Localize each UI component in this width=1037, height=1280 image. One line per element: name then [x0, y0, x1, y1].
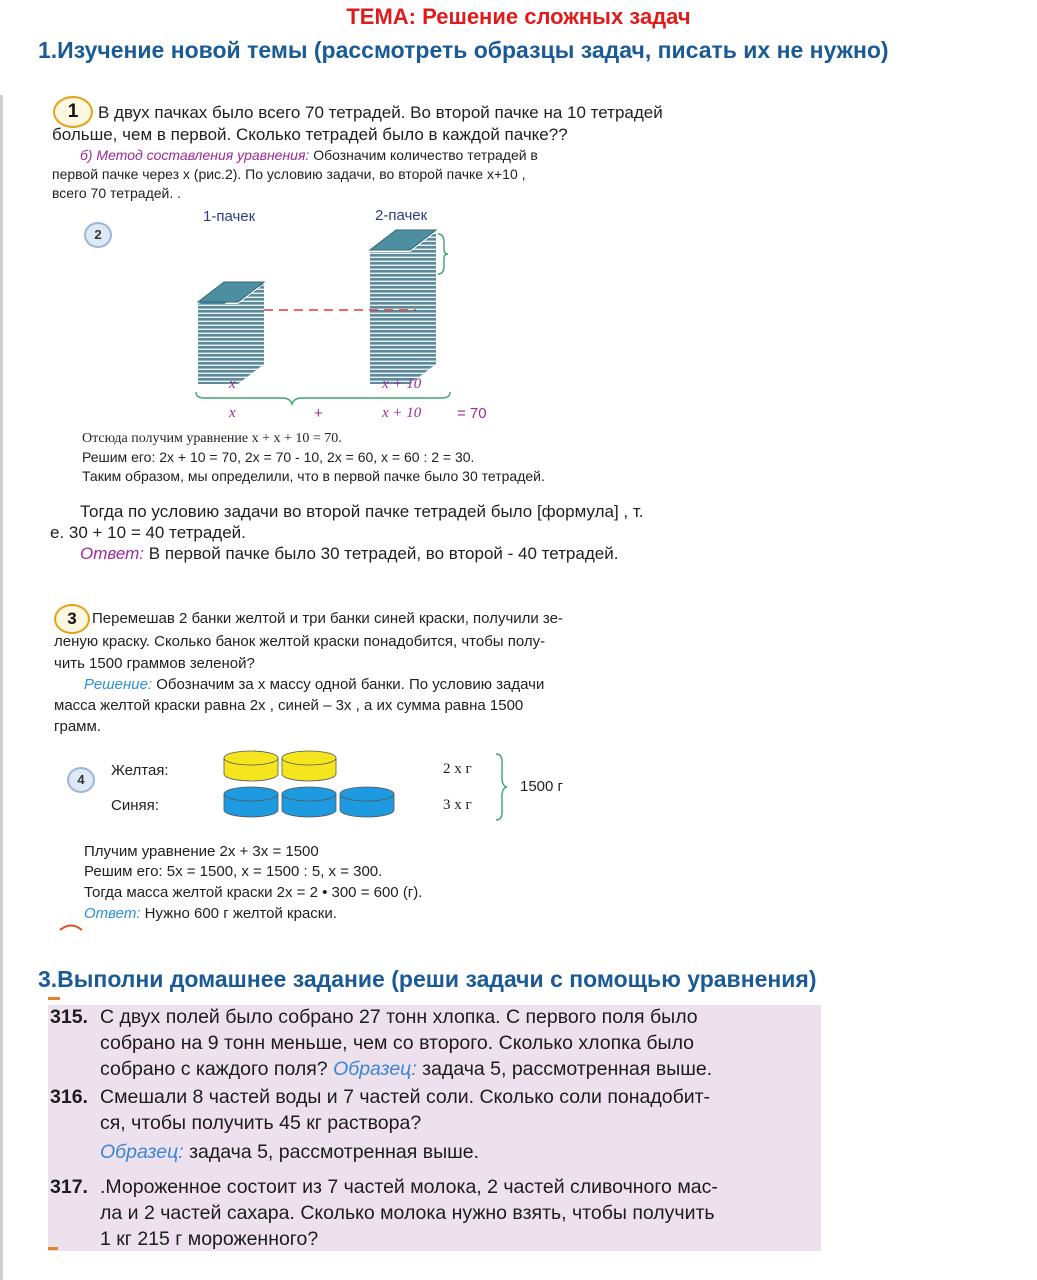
- sample-text-315: задача 5, рассмотренная выше.: [416, 1058, 713, 1080]
- blue-can: [282, 787, 336, 817]
- total-brace: [494, 752, 508, 822]
- problem-1-line-2: больше, чем в первой. Сколько тетрадей было в каждой пачке??: [52, 125, 568, 144]
- problem-3-eq-line-1: Плучим уравнение 2x + 3x = 1500: [84, 843, 319, 860]
- problem-317-number: 317.: [50, 1176, 88, 1198]
- problem-1-solution-line-1: Отсюда получим уравнение x + x + 10 = 70.: [82, 431, 342, 446]
- problem-3-line-2: леную краску. Сколько банок желтой краски понадобится, чтобы полу-: [54, 633, 546, 650]
- equation-x: x: [229, 405, 236, 421]
- problem-3-line-3: чить 1500 граммов зеленой?: [54, 655, 255, 672]
- problem-1-line-1: В двух пачках было всего 70 тетрадей. Во второй пачке на 10 тетрадей: [98, 103, 663, 122]
- problem-3-solution-line-1: [84, 674, 544, 695]
- label-x10-under-stack-2: x + 10: [382, 376, 422, 392]
- blue-cans: [224, 787, 394, 817]
- orange-tick-top: [48, 997, 60, 1000]
- notebook-stack-2: [370, 230, 436, 384]
- pack-1-label: 1-пачек: [203, 208, 256, 225]
- problem-317-line-3: 1 кг 215 г мороженного?: [100, 1228, 319, 1250]
- total-mass: 1500 г: [520, 778, 564, 795]
- problem-1-then-line-2: е. 30 + 10 = 40 тетрадей.: [50, 523, 246, 542]
- yellow-cans: [224, 751, 336, 781]
- brace-left: [196, 392, 302, 404]
- section-3-heading: 3.Выполни домашнее задание (реши задачи с помощью уравнения): [38, 966, 817, 992]
- section-1-heading: 1.Изучение новой темы (рассмотреть образцы задач, писать их не нужно): [38, 37, 889, 63]
- difference-brace: [438, 234, 448, 274]
- problem-316-line-2: ся, чтобы получить 45 кг раствора?: [100, 1112, 422, 1134]
- yellow-can: [224, 751, 278, 781]
- problem-1-method-line-2: первой пачке через x (рис.2). По условию задачи, во второй пачке x+10 ,: [52, 166, 526, 182]
- method-text: Обозначим количество тетрадей в: [309, 147, 538, 163]
- blue-mass: 3 x г: [443, 797, 472, 813]
- problem-3-badge: 3: [54, 604, 90, 634]
- yellow-label: Желтая:: [111, 762, 169, 779]
- problem-317-line-1: .Мороженное состоит из 7 частей молока, 2 частей сливочного мас-: [100, 1176, 718, 1198]
- problem-3-eq-line-2: Решим его: 5x = 1500, x = 1500 : 5, x = 300.: [84, 863, 383, 880]
- yellow-can: [282, 751, 336, 781]
- problem-316-line-3: [100, 1139, 479, 1165]
- figure-4-badge: 4: [67, 767, 95, 793]
- problem-3-line-1: Перемешав 2 банки желтой и три банки синей краски, получили зе-: [92, 610, 563, 627]
- yellow-mass: 2 x г: [443, 761, 472, 777]
- problem-1-answer: [80, 543, 618, 565]
- page-edge-line: [0, 95, 3, 1280]
- problem-315-line-2: собрано на 9 тонн меньше, чем со второго. Сколько хлопка было: [100, 1032, 695, 1054]
- answer-text: В первой пачке было 30 тетрадей, во второй - 40 тетрадей.: [144, 544, 619, 563]
- blue-can: [224, 787, 278, 817]
- sample-label-315: Образец:: [333, 1058, 417, 1080]
- label-x-under-stack-1: x: [229, 376, 236, 392]
- notebook-stack-1: [198, 282, 264, 384]
- problem-3-solution-line-2: масса желтой краски равна 2x , синей – 3x , а их сумма равна 1500: [54, 697, 524, 714]
- page-topic: ТЕМА: Решение сложных задач: [346, 4, 691, 29]
- answer-label-3: Ответ:: [84, 905, 141, 922]
- problem-3-answer: [84, 903, 337, 924]
- brace-right: [302, 392, 450, 398]
- problem-315-text: собрано с каждого поля?: [100, 1058, 334, 1080]
- problem-315-line-1: С двух полей было собрано 27 тонн хлопка. С первого поля было: [100, 1006, 698, 1028]
- sample-text-316: задача 5, рассмотренная выше.: [183, 1141, 480, 1163]
- equation-result: = 70: [457, 405, 487, 422]
- answer-label: Ответ:: [80, 544, 145, 563]
- problem-3-eq-line-3: Тогда масса желтой краски 2x = 2 • 300 = 600 (г).: [84, 884, 423, 901]
- pack-2-label: 2-пачек: [375, 207, 428, 224]
- problem-317-line-2: ла и 2 частей сахара. Сколько молока нужно взять, чтобы получить: [100, 1202, 715, 1224]
- notebook-stacks-figure: [180, 222, 480, 432]
- problem-1-method-line-1: [80, 146, 538, 165]
- answer-text-3: Нужно 600 г желтой краски.: [140, 905, 337, 922]
- problem-1-method-line-3: всего 70 тетрадей. .: [52, 185, 182, 201]
- equation-x10: x + 10: [382, 405, 422, 421]
- problem-315-line-3: [100, 1056, 712, 1082]
- problem-1-badge: 1: [53, 96, 93, 128]
- paint-cans-figure: [220, 748, 400, 824]
- problem-1-solution-line-2: Решим его: 2x + 10 = 70, 2x = 70 - 10, 2x = 60, x = 60 : 2 = 30.: [82, 449, 475, 465]
- solution-text: Обозначим за x массу одной банки. По условию задачи: [152, 676, 545, 693]
- decorative-arc: [58, 921, 84, 931]
- solution-label: Решение:: [84, 676, 153, 693]
- equation-plus: +: [314, 405, 323, 422]
- problem-316-line-1: Смешали 8 частей воды и 7 частей соли. Сколько соли понадобит-: [100, 1086, 711, 1108]
- blue-label: Синяя:: [111, 797, 159, 814]
- method-label: б) Метод составления уравнения:: [80, 147, 310, 163]
- problem-1-then-line-1: Тогда по условию задачи во второй пачке тетрадей было [формула] , т.: [80, 502, 644, 521]
- orange-tick-bottom: [48, 1247, 58, 1250]
- problem-315-number: 315.: [50, 1006, 88, 1028]
- figure-2-badge: 2: [84, 222, 112, 248]
- problem-3-solution-line-3: грамм.: [54, 718, 101, 735]
- problem-1-solution-line-3: Таким образом, мы определили, что в первой пачке было 30 тетрадей.: [82, 468, 545, 484]
- problem-316-number: 316.: [50, 1086, 88, 1108]
- sample-label-316: Образец:: [100, 1141, 184, 1163]
- blue-can: [340, 787, 394, 817]
